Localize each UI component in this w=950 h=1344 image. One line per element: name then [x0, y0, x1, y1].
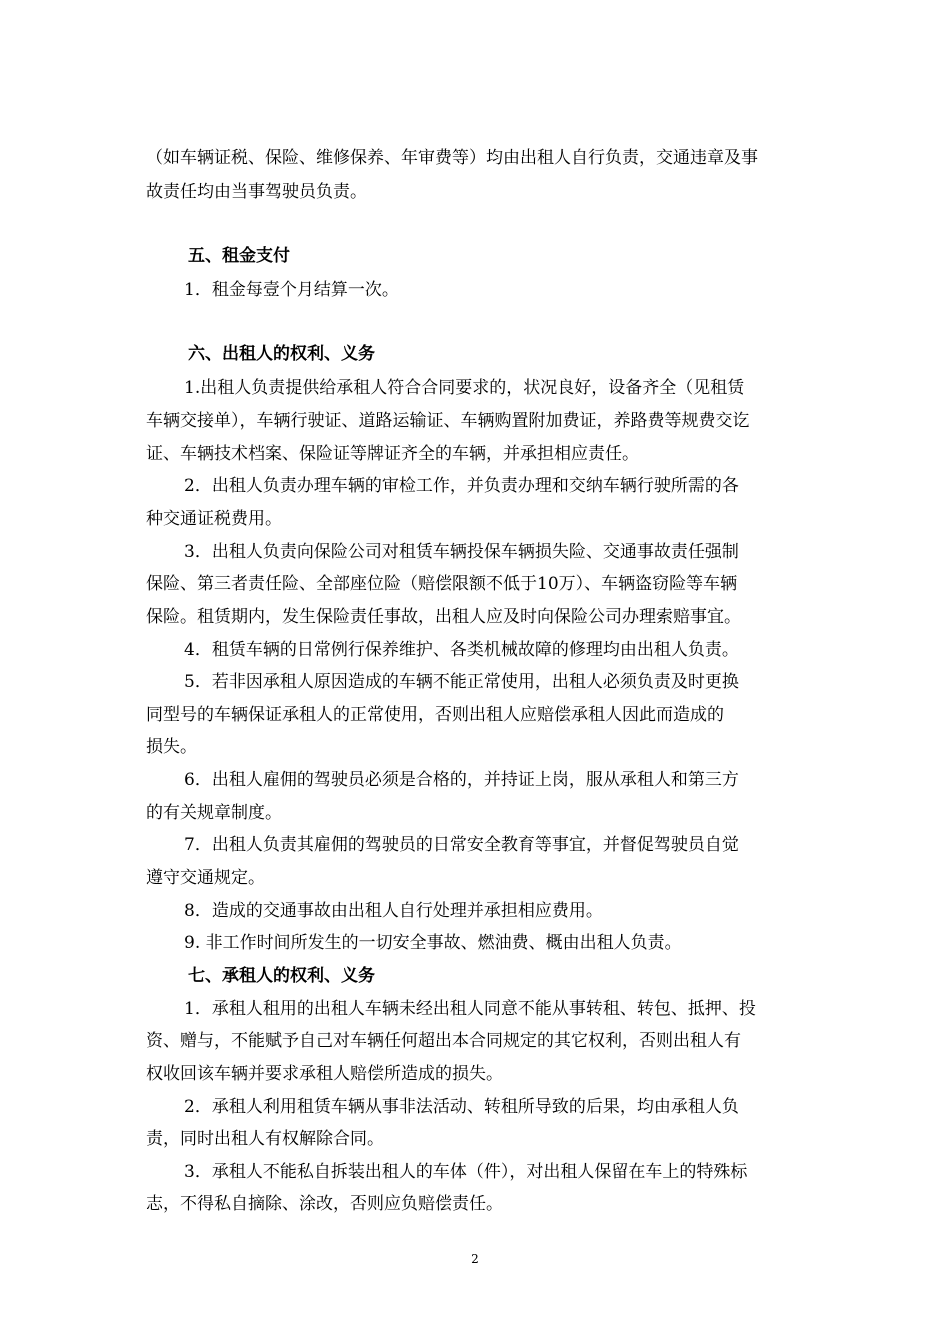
body-text-line: 3．出租人负责向保险公司对租赁车辆投保车辆损失险、交通事故责任强制	[184, 542, 739, 562]
section-heading-lessee-rights: 七、承租人的权利、义务	[188, 966, 375, 986]
page-number: 2	[471, 1252, 479, 1266]
body-text-line: 证、车辆技术档案、保险证等牌证齐全的车辆，并承担相应责任。	[146, 444, 639, 464]
body-text-line: 保险、第三者责任险、全部座位险（赔偿限额不低于10万）、车辆盗窃险等车辆	[146, 574, 738, 594]
body-text-line: 资、赠与，不能赋予自己对车辆任何超出本合同规定的其它权利，否则出租人有	[146, 1031, 741, 1051]
body-text-line: 责，同时出租人有权解除合同。	[146, 1129, 384, 1149]
body-text-line: 故责任均由当事驾驶员负责。	[146, 182, 367, 202]
body-text-line: 的有关规章制度。	[146, 803, 282, 823]
body-text-line: 1．承租人租用的出租人车辆未经出租人同意不能从事转租、转包、抵押、投	[184, 999, 756, 1019]
body-text-line: 遵守交通规定。	[146, 868, 265, 888]
body-text-line: 5．若非因承租人原因造成的车辆不能正常使用，出租人必须负责及时更换	[184, 672, 739, 692]
body-text-line: 6．出租人雇佣的驾驶员必须是合格的，并持证上岗，服从承租人和第三方	[184, 770, 739, 790]
body-text-line: （如车辆证税、保险、维修保养、年审费等）均由出租人自行负责，交通违章及事	[146, 148, 758, 168]
body-text-line: 8．造成的交通事故由出租人自行处理并承担相应费用。	[184, 901, 603, 921]
body-text-line: 1．租金每壹个月结算一次。	[184, 280, 399, 300]
body-text-line: 种交通证税费用。	[146, 509, 282, 529]
section-heading-lessor-rights: 六、出租人的权利、义务	[188, 344, 375, 364]
body-text-line: 3．承租人不能私自拆装出租人的车体（件），对出租人保留在车上的特殊标	[184, 1162, 748, 1182]
body-text-line: 7．出租人负责其雇佣的驾驶员的日常安全教育等事宜，并督促驾驶员自觉	[184, 835, 739, 855]
body-text-line: 2．承租人利用租赁车辆从事非法活动、转租所导致的后果，均由承租人负	[184, 1097, 739, 1117]
body-text-line: 2．出租人负责办理车辆的审检工作，并负责办理和交纳车辆行驶所需的各	[184, 476, 739, 496]
body-text-line: 车辆交接单），车辆行驶证、道路运输证、车辆购置附加费证，养路费等规费交讫	[146, 411, 750, 431]
body-text-line: 保险。租赁期内，发生保险责任事故，出租人应及时向保险公司办理索赔事宜。	[146, 607, 741, 627]
body-text-line: 1.出租人负责提供给承租人符合合同要求的，状况良好，设备齐全（见租赁	[184, 378, 745, 398]
body-text-line: 损失。	[146, 737, 197, 757]
body-text-line: 权收回该车辆并要求承租人赔偿所造成的损失。	[146, 1064, 503, 1084]
body-text-line: 9. 非工作时间所发生的一切安全事故、燃油费、概由出租人负责。	[184, 933, 682, 953]
body-text-line: 同型号的车辆保证承租人的正常使用，否则出租人应赔偿承租人因此而造成的	[146, 705, 724, 725]
body-text-line: 志，不得私自摘除、涂改，否则应负赔偿责任。	[146, 1194, 503, 1214]
body-text-line: 4．租赁车辆的日常例行保养维护、各类机械故障的修理均由出租人负责。	[184, 640, 739, 660]
section-heading-rent-payment: 五、租金支付	[188, 246, 290, 266]
